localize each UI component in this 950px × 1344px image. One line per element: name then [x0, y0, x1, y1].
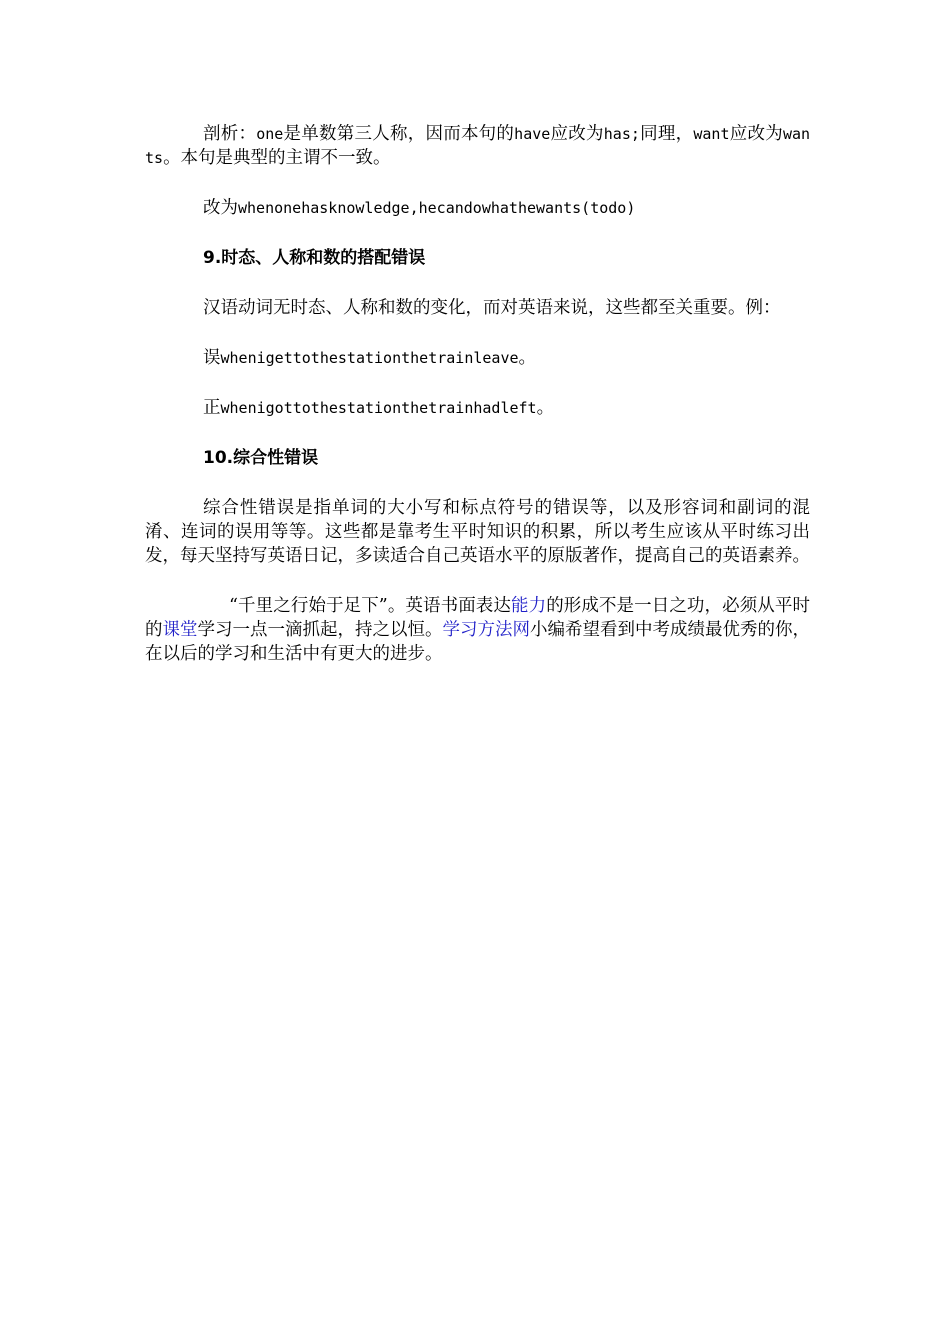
wrong-example: [203, 346, 810, 370]
analysis-text: 同理，: [639, 124, 694, 144]
word-wants: wants: [145, 125, 811, 167]
document-page: [145, 122, 810, 692]
analysis-paragraph: [145, 122, 810, 170]
closing-text: “千里之行始于足下”。英语书面表达: [229, 596, 511, 616]
analysis-text: 应改为: [729, 124, 783, 144]
analysis-text: 应改为: [550, 124, 604, 144]
word-one: one: [256, 125, 284, 143]
classroom-link[interactable]: 课堂: [162, 620, 198, 640]
correct-sentence: whenigottothestationthetrainhadleft: [220, 399, 537, 417]
ability-link[interactable]: 能力: [511, 596, 547, 616]
analysis-text: 是单数第三人称，因而本句的: [283, 124, 515, 144]
correct-period: 。: [536, 398, 555, 418]
closing-text: 小编希望看到中考成绩最优秀的你，在以后的学习和生活中有更大的进步。: [145, 620, 810, 664]
closing-paragraph: [145, 594, 810, 666]
correct-example: [203, 396, 810, 420]
comprehensive-errors-paragraph: 综合性错误是指单词的大小写和标点符号的错误等，以及形容词和副词的混淆、连词的误用等等。这些都是靠考生平时知识的积累，所以考生应该从平时练习出发，每天坚持写英语日记，多读适合自己英语水平的原版著作，提高自己的英语素养。: [145, 498, 810, 566]
section-heading-9: 9.时态、人称和数的搭配错误: [203, 248, 426, 268]
section-heading-10: 10.综合性错误: [203, 448, 319, 468]
word-has: has;: [603, 125, 640, 143]
correction-sentence: whenonehasknowledge,hecandowhathewants(todo): [238, 199, 636, 217]
correction-line: [203, 196, 810, 220]
wrong-sentence: whenigettothestationthetrainleave: [220, 349, 519, 367]
closing-text: 的形成不是一日之功，必须从平时的: [145, 596, 810, 640]
analysis-text: 。本句是典型的主谓不一致。: [163, 148, 391, 168]
tense-intro-paragraph: 汉语动词无时态、人称和数的变化，而对英语来说，这些都至关重要。例：: [203, 298, 781, 318]
wrong-label: 误: [203, 348, 221, 368]
closing-text: 学习一点一滴抓起，持之以恒。: [197, 620, 443, 640]
word-have: have: [514, 125, 551, 143]
analysis-label: 剖析：: [203, 124, 257, 144]
correct-label: 正: [203, 398, 221, 418]
study-methods-site-link[interactable]: 学习方法网: [442, 620, 530, 640]
wrong-period: 。: [518, 348, 537, 368]
correction-label: 改为: [203, 198, 238, 218]
word-want: want: [693, 125, 730, 143]
